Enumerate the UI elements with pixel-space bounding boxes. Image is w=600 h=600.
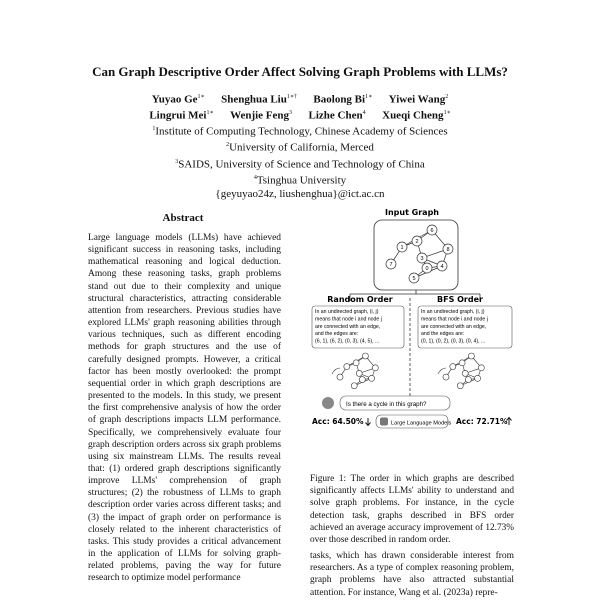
graph-node (344, 364, 350, 370)
graph-node (353, 360, 359, 366)
prompt-line: (6, 1), (6, 2), (0, 3), (4, 5), ... (315, 338, 380, 345)
graph-node (362, 353, 368, 359)
figure-1 (310, 206, 514, 468)
graph-node (462, 370, 468, 376)
acc-random: Acc: 64.50% (312, 417, 364, 426)
author-name: Lingrui Mei (149, 109, 207, 122)
graph-node (337, 374, 343, 380)
author-affiliation-mark: 1∗ (206, 110, 214, 117)
author-block (0, 91, 600, 201)
author-affiliation-mark: 1∗ (365, 94, 373, 100)
author-affiliation-mark: 1∗ (197, 94, 205, 100)
prompt-line: are connected with an edge, (421, 323, 487, 330)
author-line-2 (0, 107, 600, 123)
llm-label: Large Language Models (391, 420, 452, 427)
robot-icon (380, 418, 388, 426)
prompt-line: means that node i and node j (421, 316, 488, 323)
graph-node-label: 8 (446, 247, 450, 253)
affiliation: $^3$SAIDS, University of Science and Technology of China (175, 158, 425, 171)
graph-node (450, 364, 456, 370)
prompt-line: and the edges are: (315, 331, 359, 338)
author-affiliation-mark: 4 (362, 110, 366, 117)
graph-node (465, 377, 471, 383)
user-avatar-icon (322, 397, 334, 409)
graph-node (457, 383, 463, 389)
prompt-line: means that node i and node j (315, 316, 382, 323)
graph-node (475, 375, 481, 381)
prompt-line: (0, 1), (0, 2), (0, 3), (0, 4), ... (421, 338, 486, 345)
arrow-icon (332, 368, 340, 374)
graph-node-label: 5 (412, 276, 416, 282)
author-affiliation-mark: 2 (445, 94, 449, 100)
graph-node (351, 383, 357, 389)
input-graph (386, 225, 453, 283)
author-name: Lizhe Chen (308, 109, 363, 122)
author-emails: {geyuyao24z, liushenghua}@ict.ac.cn (215, 187, 385, 200)
author-name: Baolong Bi (313, 93, 366, 106)
affiliation: $^4$Tsinghua University (253, 174, 347, 187)
graph-node (443, 374, 449, 380)
bfs-order-label: BFS Order (437, 295, 483, 304)
author-affiliation-mark: 1∗† (286, 94, 297, 100)
author-name: Wenjie Feng (230, 109, 290, 122)
prompt-line: and the edges are: (421, 331, 465, 338)
graph-node-label: 4 (440, 264, 444, 270)
author-affiliation-mark: 3 (289, 110, 293, 117)
figure-1-diagram (310, 206, 514, 468)
arrow-icon (438, 368, 446, 374)
graph-node-label: 0 (425, 266, 429, 272)
graph-node-label: 7 (389, 262, 393, 268)
graph-node (459, 360, 465, 366)
graph-node (359, 377, 365, 383)
author-name: Yuyao Ge (151, 93, 198, 106)
question-text: Is there a cycle in this graph? (346, 401, 427, 408)
prompt-line: In an undirected graph, (i, j) (315, 309, 379, 315)
graph-node (372, 365, 378, 371)
graph-node-label: 1 (400, 245, 404, 251)
author-affiliation-mark: 1∗ (443, 110, 451, 117)
author-name: Shenghua Liu (221, 93, 287, 106)
acc-bfs: Acc: 72.71% (456, 417, 508, 426)
abstract-heading: Abstract (162, 212, 204, 224)
graph-node (369, 375, 375, 381)
paper-title: Can Graph Descriptive Order Affect Solving Graph Problems with LLMs? (92, 64, 508, 79)
graph-node (468, 353, 474, 359)
affiliation: $^2$University of California, Merced (226, 142, 374, 155)
input-graph-label: Input Graph (384, 208, 440, 217)
right-column-text: tasks, which has drawn considerable interest from researchers. As a type of complex reasoning problem, graph problems have also attracted substantial attention. For instance, Wang et al. (2023a) repre- (310, 551, 514, 598)
prompt-line: are connected with an edge, (315, 323, 381, 330)
random-graph (332, 353, 378, 389)
graph-node-label: 2 (415, 239, 419, 245)
affiliation: $^1$Institute of Computing Technology, Chinese Academy of Sciences (152, 125, 448, 138)
figure-caption: Figure 1: The order in which graphs are described significantly affects LLMs' ability to understand and solve graph problems. For instance, in the cycle detection task, graphs described in BFS order achieved an average accuracy improvement of 12.73% over those described in random order. (310, 474, 514, 546)
graph-node-label: 6 (430, 228, 434, 234)
random-prompt-text (315, 309, 382, 345)
graph-node (356, 370, 362, 376)
author-name: Xueqi Cheng (382, 109, 444, 122)
author-name: Yiwei Wang (388, 93, 446, 106)
prompt-line: In an undirected graph, (i, j) (421, 309, 485, 315)
random-order-label: Random Order (327, 295, 393, 304)
bfs-prompt-text (421, 309, 488, 345)
graph-node (478, 365, 484, 371)
affiliation-list (0, 123, 600, 188)
arrow-down-icon (366, 418, 371, 426)
abstract-text: Large language models (LLMs) have achieved significant success in reasoning tasks, including mathematical reasoning and logical deduction. Among these reasoning tasks, graph problems stand out due to their complexity and unique structural characteristics, attracting considerable attention from researchers. Previous studies have explored LLMs' graph reasoning abilities through various techniques, such as different encoding methods for graph structures and the use of carefully designed prompts. However, a critical factor has been mostly overlooked: the prompt sequential order in which graph descriptions are presented to the models. In this study, we present the first comprehensive analysis of how the order of graph descriptions impacts LLM performance. Specifically, we comprehensively evaluate four graph description orders across six graph problems using six mainstream LLMs. The results reveal that: (1) ordered graph descriptions significantly improve LLMs' comprehension of graph structures; (2) the robustness of LLMs to graph description order varies across different tasks; and (3) the impact of graph order on performance is closely related to the inherent characteristics of tasks. This study provides a critical advancement in the application of LLMs for solving graph-related problems, paving the way for future research to optimize model performance (88, 233, 281, 584)
author-line-1 (0, 91, 600, 107)
graph-node-label: 3 (420, 256, 424, 262)
bfs-graph (438, 353, 484, 389)
